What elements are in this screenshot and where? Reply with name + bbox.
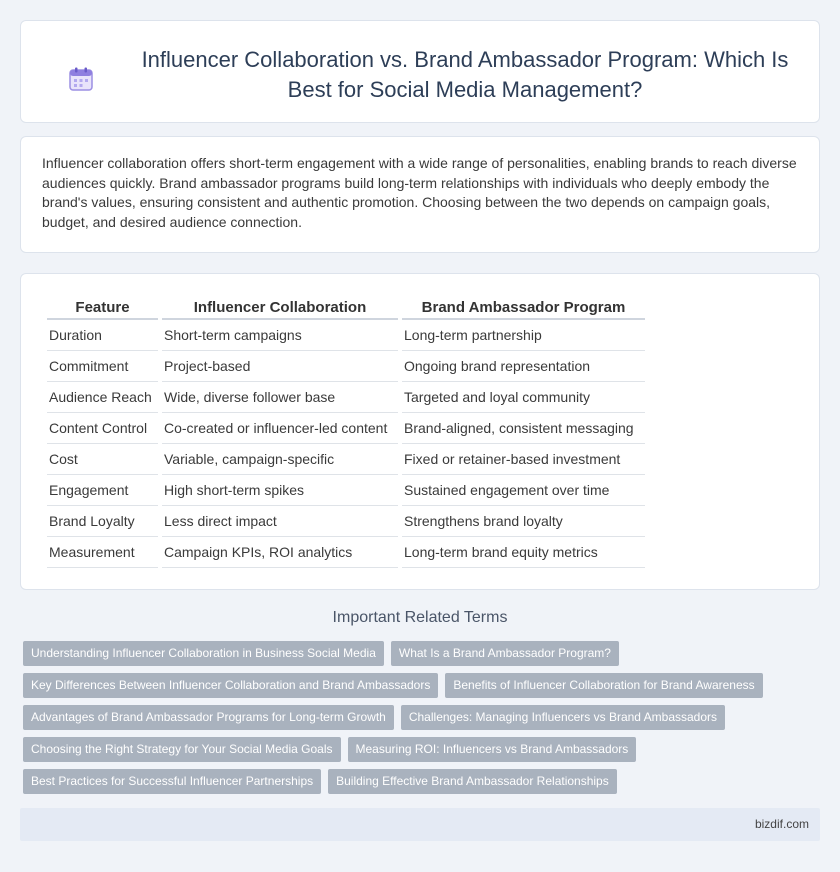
cell-influencer: Variable, campaign-specific — [162, 444, 398, 475]
header-feature: Feature — [47, 294, 158, 320]
table-row — [47, 506, 645, 537]
cell-feature: Measurement — [47, 537, 158, 568]
related-term-tag[interactable]: Key Differences Between Influencer Collaboration and Brand Ambassadors — [23, 673, 438, 698]
table-row — [47, 475, 645, 506]
related-term-tag[interactable]: Understanding Influencer Collaboration in Business Social Media — [23, 641, 384, 666]
cell-influencer: Project-based — [162, 351, 398, 382]
cell-ambassador: Strengthens brand loyalty — [402, 506, 645, 537]
cell-feature: Brand Loyalty — [47, 506, 158, 537]
cell-feature: Audience Reach — [47, 382, 158, 413]
related-term-tag[interactable]: Advantages of Brand Ambassador Programs for Long-term Growth — [23, 705, 394, 730]
cell-influencer: High short-term spikes — [162, 475, 398, 506]
comparison-table — [43, 294, 649, 568]
table-row — [47, 320, 645, 351]
related-term-tag[interactable]: Building Effective Brand Ambassador Relationships — [328, 769, 617, 794]
related-term-tag[interactable]: Challenges: Managing Influencers vs Brand Ambassadors — [401, 705, 725, 730]
cell-feature: Cost — [47, 444, 158, 475]
cell-feature: Commitment — [47, 351, 158, 382]
related-term-tag[interactable]: Benefits of Influencer Collaboration for Brand Awareness — [445, 673, 762, 698]
table-row — [47, 351, 645, 382]
cell-feature: Duration — [47, 320, 158, 351]
cell-ambassador: Ongoing brand representation — [402, 351, 645, 382]
title-card — [20, 20, 820, 123]
table-header-row — [47, 294, 645, 320]
related-terms-list — [23, 641, 823, 801]
page-title: Influencer Collaboration vs. Brand Ambassador Program: Which Is Best for Social Media Management? — [141, 47, 789, 102]
intro-card — [20, 136, 820, 253]
cell-ambassador: Targeted and loyal community — [402, 382, 645, 413]
related-term-tag[interactable]: Choosing the Right Strategy for Your Social Media Goals — [23, 737, 341, 762]
cell-ambassador: Long-term partnership — [402, 320, 645, 351]
table-row — [47, 382, 645, 413]
cell-ambassador: Sustained engagement over time — [402, 475, 645, 506]
cell-ambassador: Long-term brand equity metrics — [402, 537, 645, 568]
cell-influencer: Wide, diverse follower base — [162, 382, 398, 413]
footer — [20, 808, 820, 841]
related-terms-heading: Important Related Terms — [332, 609, 508, 626]
cell-ambassador: Fixed or retainer-based investment — [402, 444, 645, 475]
table-row — [47, 444, 645, 475]
table-row — [47, 413, 645, 444]
cell-feature: Engagement — [47, 475, 158, 506]
related-term-tag[interactable]: Best Practices for Successful Influencer Partnerships — [23, 769, 321, 794]
cell-influencer: Less direct impact — [162, 506, 398, 537]
cell-feature: Content Control — [47, 413, 158, 444]
related-term-tag[interactable]: What Is a Brand Ambassador Program? — [391, 641, 619, 666]
intro-paragraph: Influencer collaboration offers short-term engagement with a wide range of personalities, enabling brands to reach diverse audiences quickly. Brand ambassador programs build long-term relationships with individuals who deeply embody the brand's values, ensuring consistent and authentic promotion. Choosing between the two depends on campaign goals, budget, and desired audience connection. — [42, 155, 797, 230]
header-influencer: Influencer Collaboration — [162, 294, 398, 320]
cell-influencer: Campaign KPIs, ROI analytics — [162, 537, 398, 568]
cell-ambassador: Brand-aligned, consistent messaging — [402, 413, 645, 444]
table-row — [47, 537, 645, 568]
cell-influencer: Co-created or influencer-led content — [162, 413, 398, 444]
header-ambassador: Brand Ambassador Program — [402, 294, 645, 320]
related-term-tag[interactable]: Measuring ROI: Influencers vs Brand Ambassadors — [348, 737, 637, 762]
cell-influencer: Short-term campaigns — [162, 320, 398, 351]
comparison-card — [20, 273, 820, 590]
footer-site-link[interactable]: bizdif.com — [754, 817, 809, 831]
